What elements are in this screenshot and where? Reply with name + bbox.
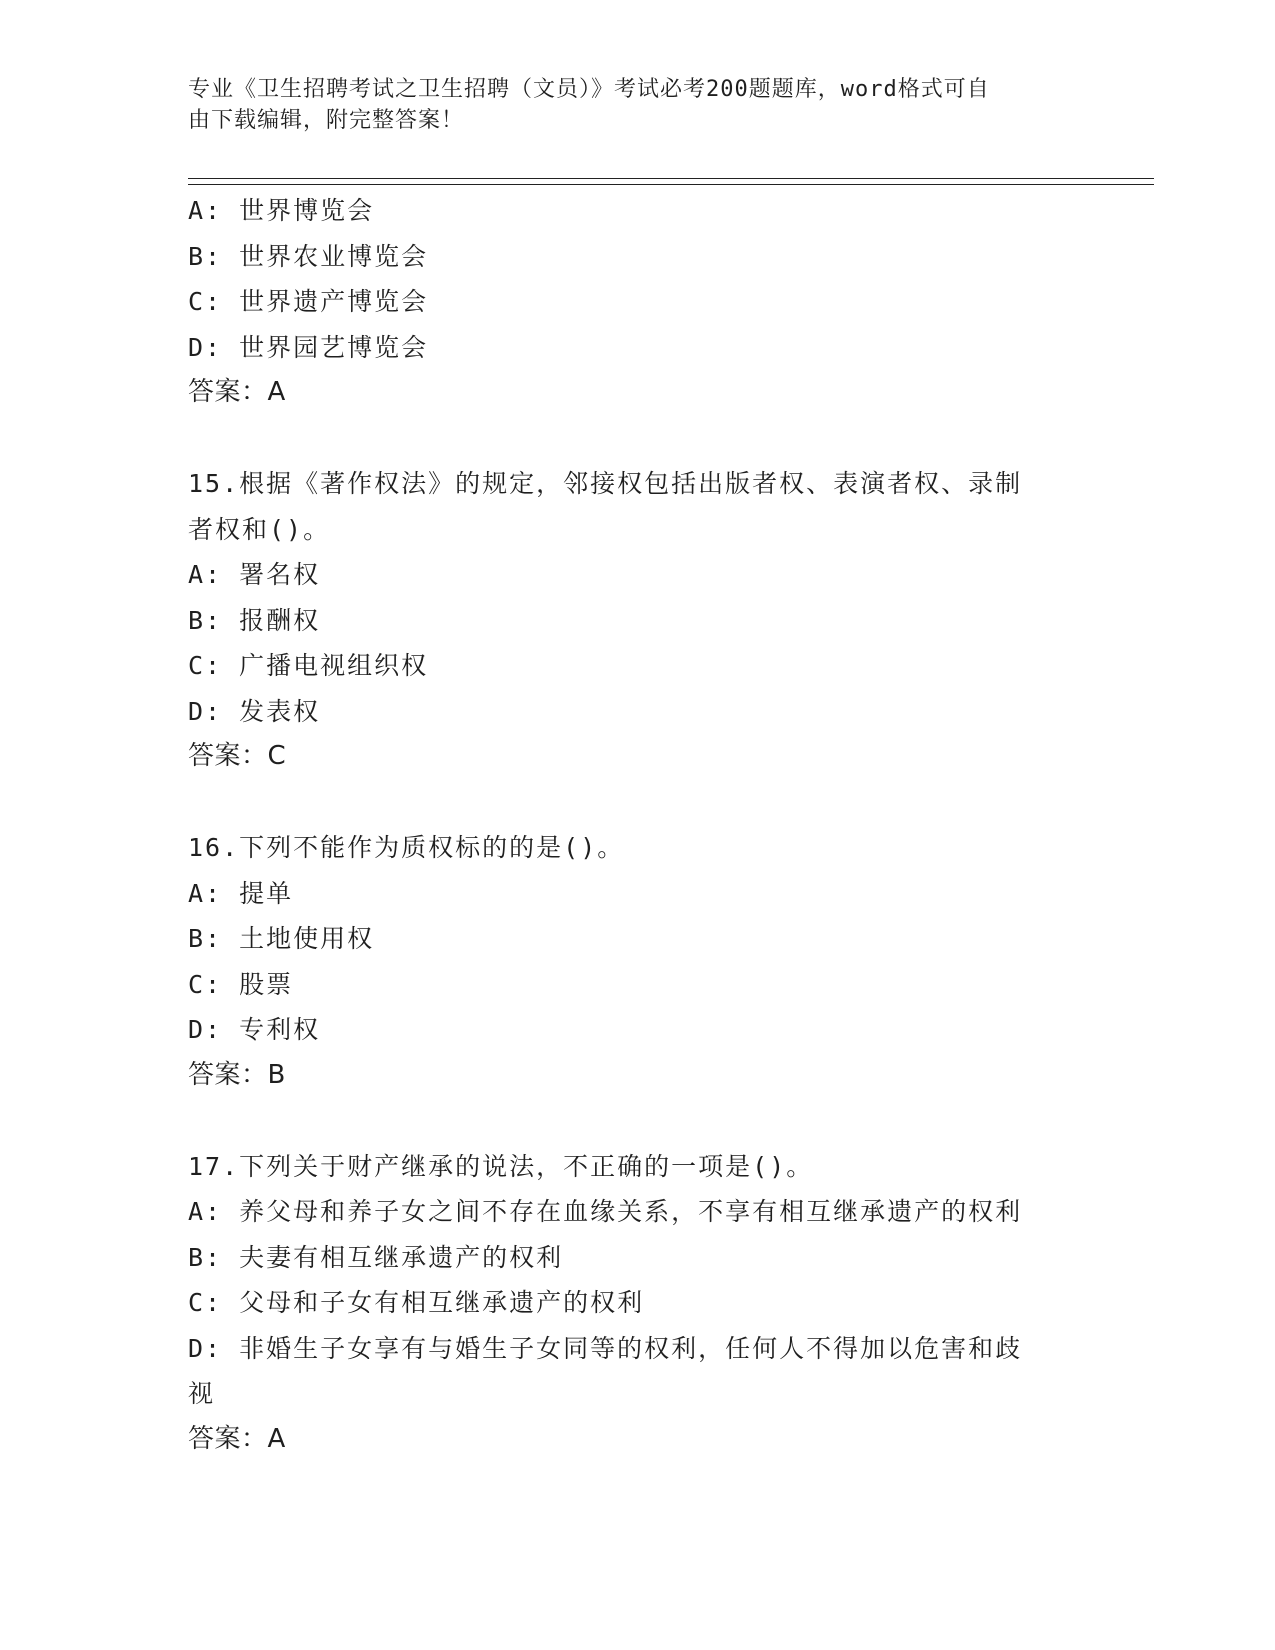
question-16 (188, 825, 1088, 1098)
question-gap (188, 1098, 1088, 1144)
question-14-continuation (188, 188, 1088, 416)
option-d: D: 非婚生子女享有与婚生子女同等的权利，任何人不得加以危害和歧 (188, 1333, 1023, 1363)
question-stem: 15.根据《著作权法》的规定，邻接权包括出版者权、表演者权、录制 (188, 469, 1023, 498)
option-b: B: 土地使用权 (188, 924, 375, 953)
answer-line: 答案：A (188, 377, 286, 407)
option-b: B: 报酬权 (188, 605, 321, 635)
option-a: A: 提单 (188, 878, 294, 908)
question-stem-continued: 者权和()。 (188, 514, 331, 544)
option-c: C: 父母和子女有相互继承遗产的权利 (188, 1288, 645, 1317)
option-b: B: 夫妻有相互继承遗产的权利 (188, 1242, 564, 1272)
answer-line: 答案：A (188, 1423, 286, 1454)
question-17 (188, 1144, 1088, 1463)
option-d: D: 世界园艺博览会 (188, 332, 429, 362)
answer-line: 答案：B (188, 1059, 286, 1090)
header-divider-top (188, 178, 1154, 179)
question-stem: 16.下列不能作为质权标的的是()。 (188, 833, 625, 862)
question-stem: 17.下列关于财产继承的说法，不正确的一项是()。 (188, 1151, 814, 1181)
option-d: D: 专利权 (188, 1015, 321, 1044)
question-list (188, 188, 1088, 1462)
option-a: A: 养父母和养子女之间不存在血缘关系，不享有相互继承遗产的权利 (188, 1197, 1023, 1226)
option-a: A: 署名权 (188, 560, 321, 589)
header-line-2: 由下载编辑，附完整答案！ (188, 108, 465, 133)
option-b: B: 世界农业博览会 (188, 241, 429, 271)
option-c: C: 广播电视组织权 (188, 651, 429, 680)
option-a: A: 世界博览会 (188, 196, 375, 225)
question-gap (188, 416, 1088, 462)
option-d-continued: 视 (188, 1379, 216, 1408)
question-15 (188, 461, 1088, 780)
document-header (188, 74, 1068, 136)
answer-line: 答案：C (188, 741, 287, 771)
option-d: D: 发表权 (188, 696, 321, 726)
header-line-1: 专业《卫生招聘考试之卫生招聘（文员）》考试必考200题题库，word格式可自 (188, 77, 990, 102)
question-gap (188, 780, 1088, 826)
option-c: C: 世界遗产博览会 (188, 287, 429, 316)
option-c: C: 股票 (188, 969, 294, 999)
header-divider-bottom (188, 184, 1154, 185)
